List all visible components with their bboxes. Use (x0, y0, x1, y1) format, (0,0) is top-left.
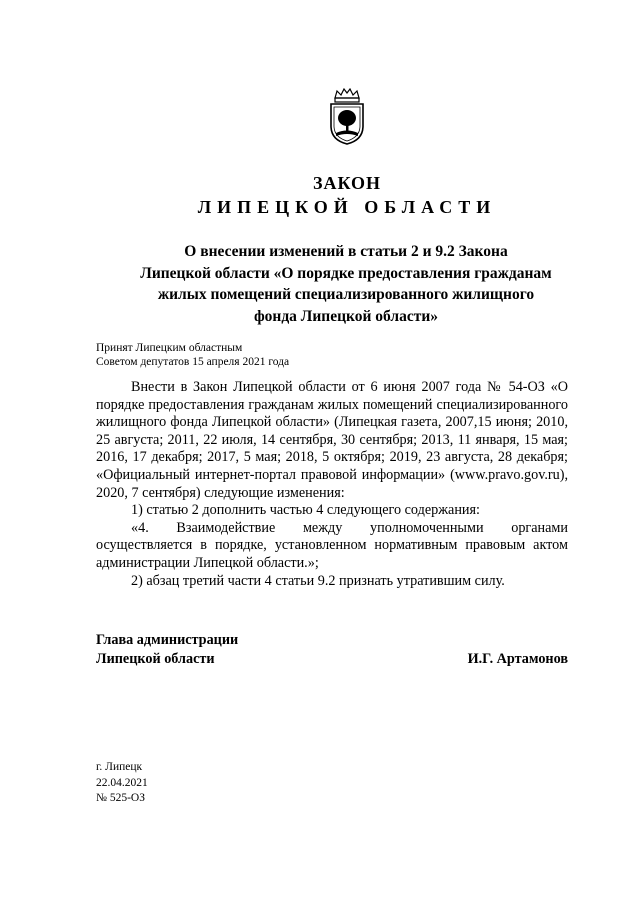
adoption-line: Принят Липецким областным (96, 342, 243, 354)
footer-number: № 525-ОЗ (96, 792, 145, 804)
subtitle-line: фонда Липецкой области» (253, 307, 439, 325)
body-paragraph: 2) абзац третий части 4 статьи 9.2 признать утратившим силу. (131, 572, 505, 589)
signatory-name: И.Г. Артамонов (467, 651, 568, 667)
subtitle-line: Липецкой области «О порядке предоставления гражданам (140, 264, 552, 282)
subtitle-line: О внесении изменений в статьи 2 и 9.2 Закона (184, 243, 508, 260)
body-paragraph: «4. Взаимодействие между уполномоченными органами осуществляется в порядке, установленном нормативным правовым актом администрации Липецкой области.»; (96, 519, 568, 571)
footer-date: 22.04.2021 (96, 776, 148, 789)
law-body (96, 379, 568, 590)
signature-block (96, 631, 568, 669)
document-footer (96, 760, 148, 807)
signatory-position: Липецкой области (96, 651, 215, 667)
region-title: ЛИПЕЦКОЙ ОБЛАСТИ (197, 197, 497, 217)
adoption-note (96, 341, 289, 369)
lipetsk-coat-of-arms-icon (326, 88, 368, 146)
footer-city: г. Липецк (96, 761, 143, 773)
body-paragraph: Внести в Закон Липецкой области от 6 июня 2007 года № 54-ОЗ «О порядке предоставления гражданам жилых помещений специализированного жилищного фонда Липецкой области» (Липецкая газета, 2007,15 июня; 2010, 25 августа; 2011, 22 июля, 14 сентября, 30 сентября; 2013, 11 января, 15 мая; 2016, 17 декабря; 2017, 5 мая; 2018, 5 октября; 2019, 23 августа, 28 декабря; «Официальный интернет-портал правовой информации» (www.pravo.gov.ru), 2020, 7 сентября) следующие изменения: (96, 379, 568, 501)
law-subtitle (96, 241, 596, 327)
adoption-line: Советом депутатов 15 апреля 2021 года (96, 356, 290, 368)
law-title: ЗАКОН (312, 173, 382, 193)
body-paragraph: 1) статью 2 дополнить частью 4 следующего содержания: (131, 502, 480, 519)
subtitle-line: жилых помещений специализированного жилищного (157, 286, 535, 303)
signatory-position: Глава администрации (96, 632, 239, 648)
